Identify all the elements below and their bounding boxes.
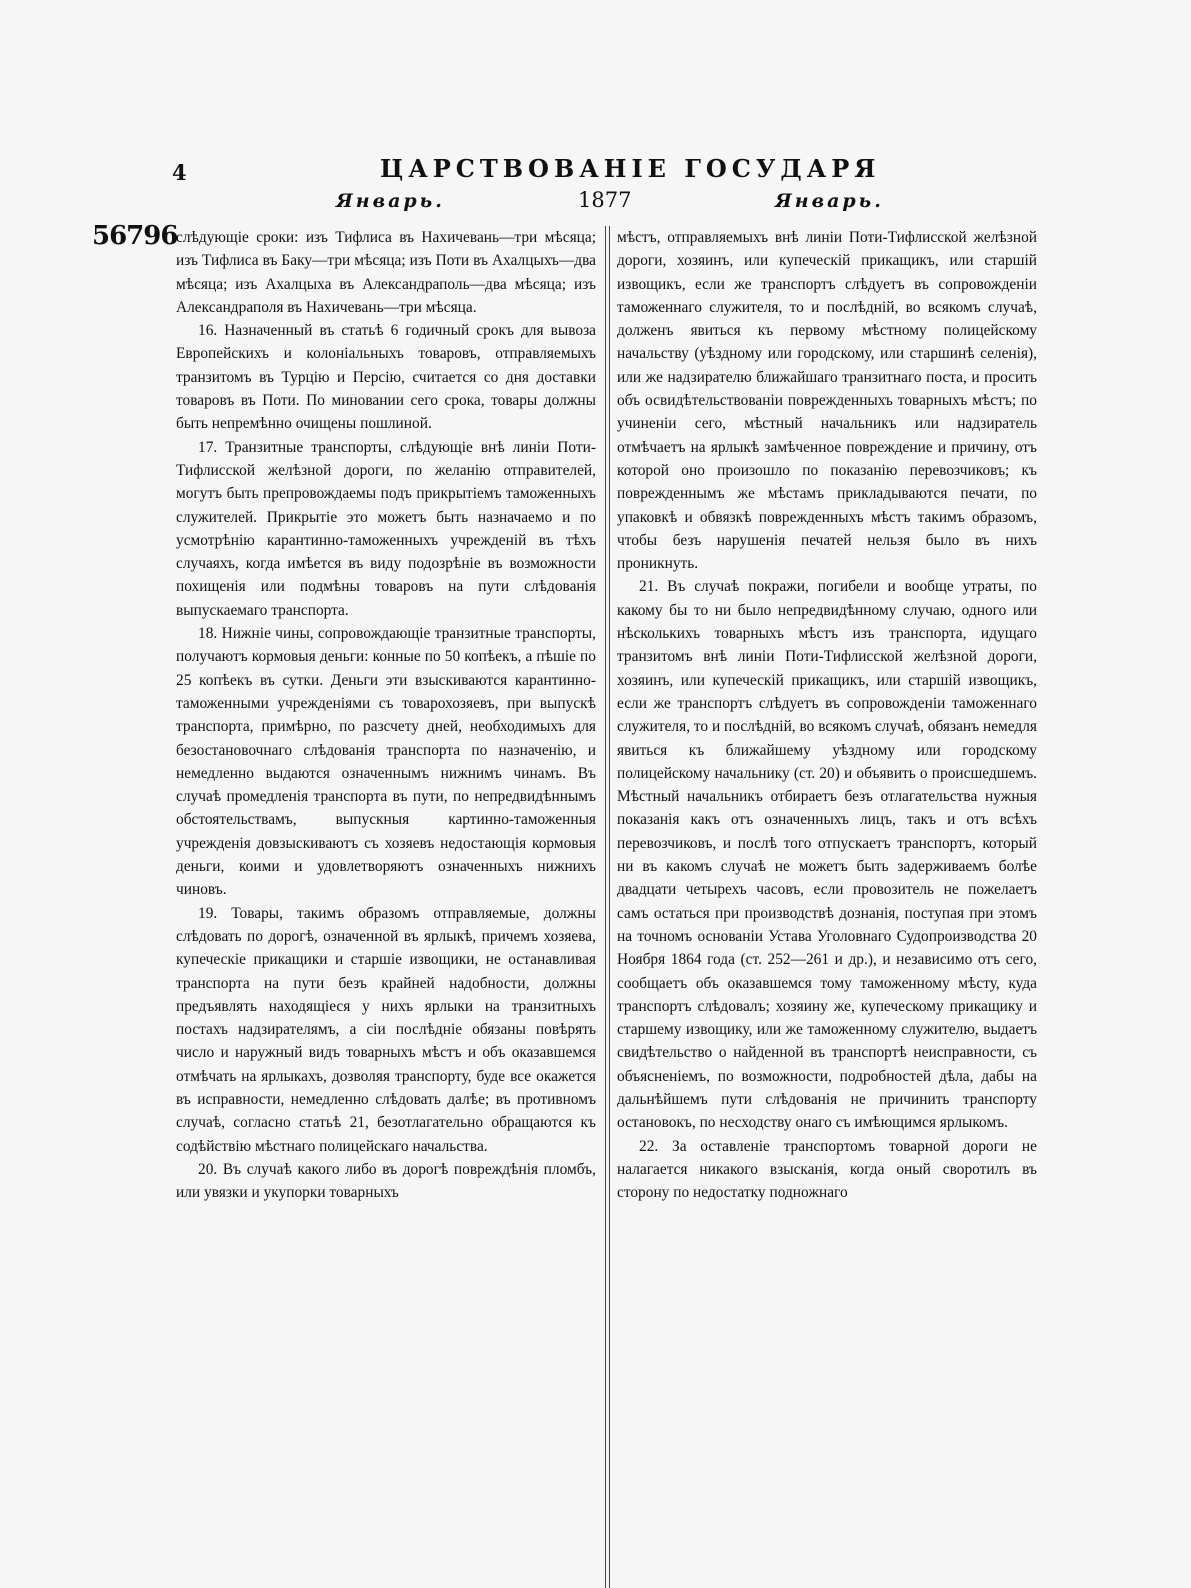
paragraph: слѣдующіе сроки: изъ Тифлиса въ Нахичевань—три мѣсяца; изъ Тифлиса въ Баку—три мѣсяца; изъ Поти въ Ахалцыхъ—два мѣсяца; изъ Ахалцыха въ Александраполь—два мѣсяца; изъ Александраполя въ Нахичевань—три мѣсяца. bbox=[176, 229, 596, 316]
running-title: ЦАРСТВОВАНІЕ ГОСУДАРЯ bbox=[380, 154, 881, 183]
paragraph: 19. Товары, такимъ образомъ отправляемые, должны слѣдовать по дорогѣ, означенной въ ярлыкѣ, причемъ хозяева, купеческіе прикащики и старшіе извощики, не останавливая транспорта на пути безъ крайней надобности, должны предъявлять находящіеся у нихъ ярлыки на транзитныхъ постахъ надзирателямъ, а сіи послѣдніе обязаны повѣрять число и наружный видъ товарныхъ мѣстъ и объ оказавшемся отмѣчать на ярлыкахъ, дозволяя транспорту, буде все окажется въ исправности, немедленно слѣдовать далѣе; въ противномъ случаѣ, согласно статьѣ 21, безотлагательно обращаются къ содѣйствію мѣстнаго полицейскаго начальства. bbox=[176, 904, 596, 1155]
right-column bbox=[617, 226, 1037, 1204]
paragraph: 17. Транзитные транспорты, слѣдующіе внѣ линіи Поти-Тифлисской желѣзной дороги, по желанію отправителей, могутъ быть препровождаемы подъ прикрытіемъ таможенныхъ служителей. Прикрытіе это можетъ быть назначаемо и по усмотрѣнію карантинно-таможенныхъ учрежденій въ тѣхъ случаяхъ, когда имѣется въ виду подозрѣніе въ возможности похищенія или подмѣны товаровъ на пути слѣдованія выпускаемаго транспорта. bbox=[176, 438, 596, 619]
month-right: Январь. bbox=[775, 190, 884, 212]
year: 1877 bbox=[578, 188, 632, 212]
paragraph: 18. Нижніе чины, сопровождающіе транзитные транспорты, получаютъ кормовыя деньги: конные по 50 копѣекъ, а пѣшіе по 25 копѣекъ въ сутки. Деньги эти взыскиваются карантинно-таможенными учрежденіями съ товарохозяевъ, при выпускѣ транспорта, примѣрно, по разсчету дней, необходимыхъ для безостановочнаго слѣдованія транспорта по назначенію, и немедленно выдаются означеннымъ нижнимъ чинамъ. Въ случаѣ промедленія транспорта въ пути, по непредвидѣннымъ обстоятельствамъ, выпускныя картинно-таможенныя учрежденія довзыскиваютъ съ хозяевъ недостающія кормовыя деньги, коими и удовлетворяютъ означенныхъ нижнихъ чиновъ. bbox=[176, 625, 596, 899]
month-left: Январь. bbox=[336, 190, 445, 212]
page-number: 4 bbox=[172, 160, 187, 185]
left-column bbox=[176, 226, 596, 1204]
paragraph: 20. Въ случаѣ какого либо въ дорогѣ повреждѣнія пломбъ, или увязки и укупорки товарныхъ bbox=[176, 1160, 596, 1202]
paragraph: мѣстъ, отправляемыхъ внѣ линіи Поти-Тифлисской желѣзной дороги, хозяинъ, или купеческій прикащикъ, или старшій извощикъ, если же транспортъ слѣдуетъ въ сопровожденіи таможеннаго служителя, то и послѣдній, во всякомъ случаѣ, долженъ явиться къ первому мѣстному полицейскому начальству (уѣздному или городскому, или старшинѣ селенія), или же надзирателю ближайшаго транзитнаго поста, и просить объ освидѣтельствованіи поврежденныхъ товарныхъ мѣстъ; по учиненіи сего, мѣстный начальникъ или надзиратель отмѣчаетъ на ярлыкѣ замѣченное повреждение и причину, отъ которой оно произошло по показанію перевозчиковъ; къ поврежденнымъ же мѣстамъ прикладываются печати, по упаковкѣ и обвязкѣ поврежденныхъ мѣстъ такимъ образомъ, чтобы безъ нарушенія печатей нельзя было въ нихъ проникнуть. bbox=[617, 229, 1037, 573]
paragraph: 16. Назначенный въ статьѣ 6 годичный срокъ для вывоза Европейскихъ и колоніальныхъ товаровъ, отправляемыхъ транзитомъ въ Турцію и Персію, считается со дня доставки товаровъ въ Поти. По миновании сего срока, товары должны быть непремѣнно очищены пошлиной. bbox=[176, 322, 596, 433]
paragraph: 21. Въ случаѣ покражи, погибели и вообще утраты, по какому бы то ни было непредвидѣнному случаю, одного или нѣсколькихъ товарныхъ мѣстъ изъ транспорта, идущаго транзитомъ внѣ линіи Поти-Тифлисской желѣзной дороги, хозяинъ, или купеческій прикащикъ, или старшій извощикъ, если же транспортъ слѣдуетъ въ сопровожденіи таможеннаго служителя, то и послѣдній, во всякомъ случаѣ, обязанъ немедля явиться къ ближайшему уѣздному или городскому полицейскому начальнику (ст. 20) и объявить о происшедшемъ. Мѣстный начальникъ отбираетъ безъ отлагательства нужныя показанія какъ отъ означенныхъ лицъ, такъ и отъ всѣхъ перевозчиковъ, и послѣ того отпускаетъ транспортъ, который ни въ какомъ случаѣ не можетъ быть задерживаемъ болѣе двадцати четырехъ часовъ, если провозитель не пожелаетъ самъ остаться при производствѣ дознанія, поступая при этомъ на точномъ основаніи Устава Уголовнаго Судопроизводства 20 Ноября 1864 года (ст. 252—261 и др.), и независимо отъ сего, сообщаетъ объ оказавшемся тому таможенному мѣсту, куда транспортъ слѣдовалъ; хозяину же, купеческому прикащику и старшему извощику, или же таможенному служителю, выдаетъ свидѣтельство о найденной въ транспортѣ неисправности, съ объясненіемъ, по возможности, подробностей дѣла, дабы на дальнѣйшемъ пути слѣдованія не причинить транспорту остановокъ, по несходству онаго съ имѣющимся ярлыкомъ. bbox=[617, 578, 1037, 1132]
column-divider bbox=[605, 226, 610, 1588]
paragraph: 22. За оставленіе транспортомъ товарной дороги не налагается никакого взысканія, когда оный своротилъ въ сторону по недостатку подножнаго bbox=[617, 1137, 1037, 1202]
law-number: 56796 bbox=[92, 221, 178, 251]
